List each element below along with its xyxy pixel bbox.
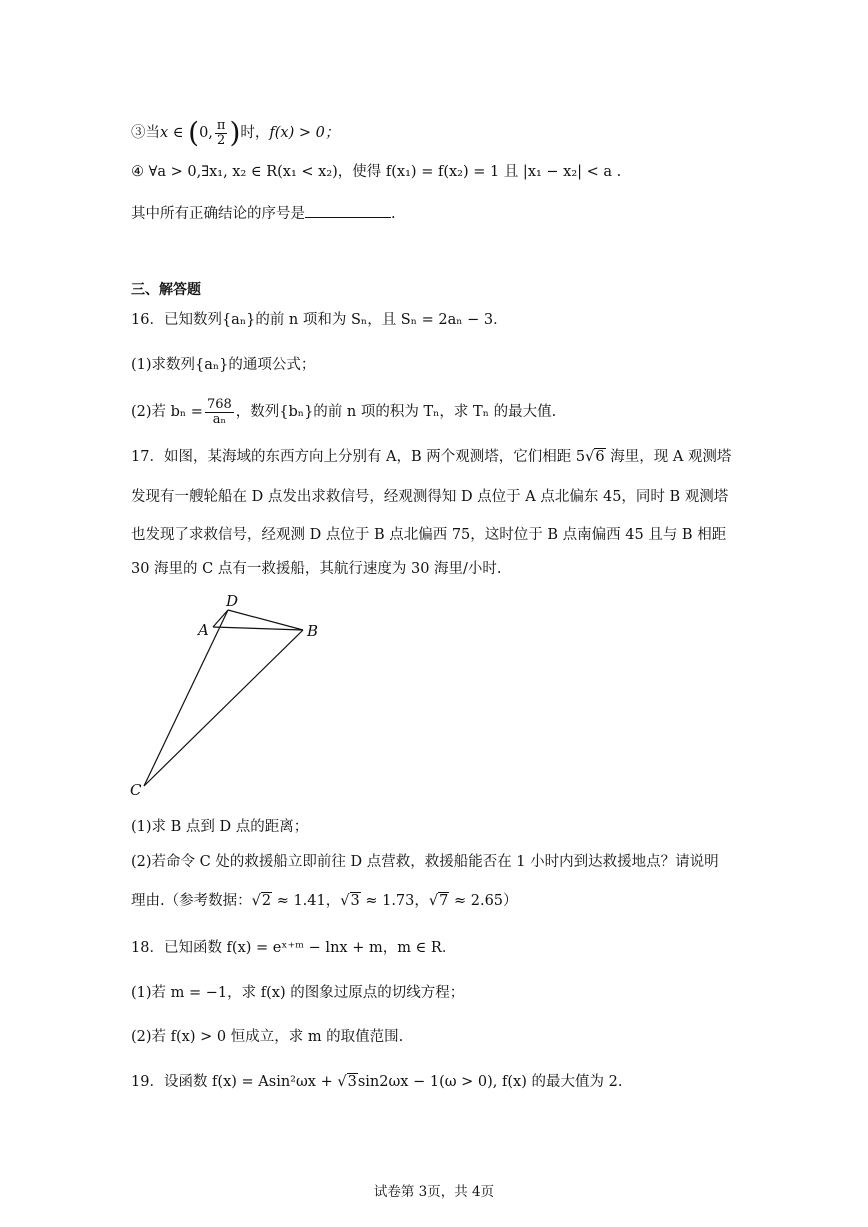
- segment-D-B: [228, 610, 303, 630]
- q17-part2-line2-a: 理由.（参考数据：: [131, 893, 252, 909]
- q16-part2-a: (2)若 bₙ =: [131, 404, 203, 420]
- item-3-var: x: [160, 125, 169, 141]
- q18-part2: (2)若 f(x) > 0 恒成立，求 m 的取值范围.: [131, 1029, 404, 1045]
- segment-D-C: [144, 610, 228, 786]
- segment-B-C: [144, 630, 303, 786]
- sqrt-sign: √: [340, 893, 350, 909]
- fill-prompt: [131, 203, 396, 225]
- pi-numerator: π: [216, 117, 226, 133]
- q17-part1: (1)求 B 点到 D 点的距离；: [131, 819, 309, 835]
- q17-line1-a: 17．如图，某海域的东西方向上分别有 A，B 两个观测塔，它们相距 5: [131, 449, 586, 465]
- item-3-in: ∈: [168, 125, 189, 141]
- ref-value-2: ≈ 1.73，: [360, 893, 429, 909]
- q16-denominator: aₙ: [212, 411, 227, 427]
- ref-sqrt-3: 3: [350, 893, 360, 909]
- q16-part1: (1)求数列{aₙ}的通项公式；: [131, 357, 316, 373]
- pi-denominator: 2: [217, 132, 226, 148]
- interval-left: 0,: [199, 125, 213, 141]
- sqrt-sign: √: [337, 1074, 347, 1090]
- fill-prompt-text: 其中所有正确结论的序号是: [131, 206, 305, 222]
- q18-stem: 18．已知函数 f(x) = eˣ⁺ᵐ − lnx + m，m ∈ R．: [131, 940, 457, 956]
- ref-value-1: ≈ 1.41，: [272, 893, 341, 909]
- item-4-text: ∀a > 0,∃x₁, x₂ ∈ R(x₁ < x₂)，使得 f(x₁) = f(x₂) = 1 且 |x₁ − x₂| < a .: [148, 164, 622, 180]
- sqrt-sign: √: [251, 893, 261, 909]
- q17-line3: 也发现了求救信号，经观测 D 点位于 B 点北偏西 75，这时位于 B 点南偏西 45 且与 B 相距: [131, 527, 727, 543]
- item-4-marker: ④: [131, 164, 144, 180]
- label-D: D: [226, 592, 239, 610]
- section-heading: 三、解答题: [131, 282, 201, 298]
- q16-fraction: [205, 398, 234, 427]
- q17-sqrt-6: 6: [595, 449, 605, 465]
- label-A: A: [198, 621, 209, 639]
- q17-line1-b: 海里，现 A 观测塔: [605, 449, 732, 465]
- q17-line4: 30 海里的 C 点有一救援船，其航行速度为 30 海里/小时.: [131, 561, 502, 577]
- answer-blank: [305, 203, 391, 218]
- item-3-when: 当: [145, 125, 160, 141]
- q16-part2-b: ，数列{bₙ}的前 n 项的积为 Tₙ，求 Tₙ 的最大值.: [235, 404, 557, 420]
- label-C: C: [130, 781, 142, 799]
- ref-sqrt-7: 7: [439, 893, 449, 909]
- q16-stem: 16．已知数列{aₙ}的前 n 项和为 Sₙ，且 Sₙ = 2aₙ − 3．: [131, 312, 508, 328]
- pi-over-two: [215, 119, 228, 148]
- item-4: [131, 161, 621, 183]
- q19-stem: [131, 1071, 622, 1093]
- right-paren: ): [229, 116, 241, 149]
- item-3-condition: f(x) > 0；: [269, 125, 340, 141]
- item-3-time: 时，: [240, 125, 270, 141]
- ref-sqrt-2: 2: [261, 893, 272, 909]
- q16-part2: [131, 392, 556, 432]
- left-paren: (: [188, 116, 200, 149]
- item-3: [131, 113, 339, 153]
- q17-part2-line1: (2)若命令 C 处的救援船立即前往 D 点营救，救援船能否在 1 小时内到达救援地点？请说明: [131, 854, 719, 870]
- triangle-figure: [128, 590, 328, 800]
- q19-sqrt-3: 3: [347, 1074, 357, 1090]
- sqrt-sign: √: [585, 449, 595, 465]
- sqrt-sign: √: [428, 893, 439, 909]
- q18-part1: (1)若 m = −1，求 f(x) 的图象过原点的切线方程；: [131, 985, 465, 1001]
- label-B: B: [307, 622, 319, 640]
- q17-part2-line2: [131, 890, 518, 912]
- q17-line1: [131, 446, 731, 468]
- page-footer: 试卷第 3页，共 4页: [373, 1184, 495, 1200]
- q19-stem-b: sin2ωx − 1(ω > 0), f(x) 的最大值为 2.: [357, 1074, 623, 1090]
- item-3-marker: ③: [131, 125, 146, 141]
- q19-stem-a: 19．设函数 f(x) = Asin²ωx +: [131, 1074, 338, 1090]
- q16-numerator: 768: [206, 396, 232, 412]
- segment-A-B: [213, 627, 303, 630]
- q17-line2: 发现有一艘轮船在 D 点发出求救信号，经观测得知 D 点位于 A 点北偏东 45，同时 B 观测塔: [131, 489, 729, 505]
- ref-value-3: ≈ 2.65）: [449, 893, 518, 909]
- fill-prompt-end: .: [391, 206, 396, 222]
